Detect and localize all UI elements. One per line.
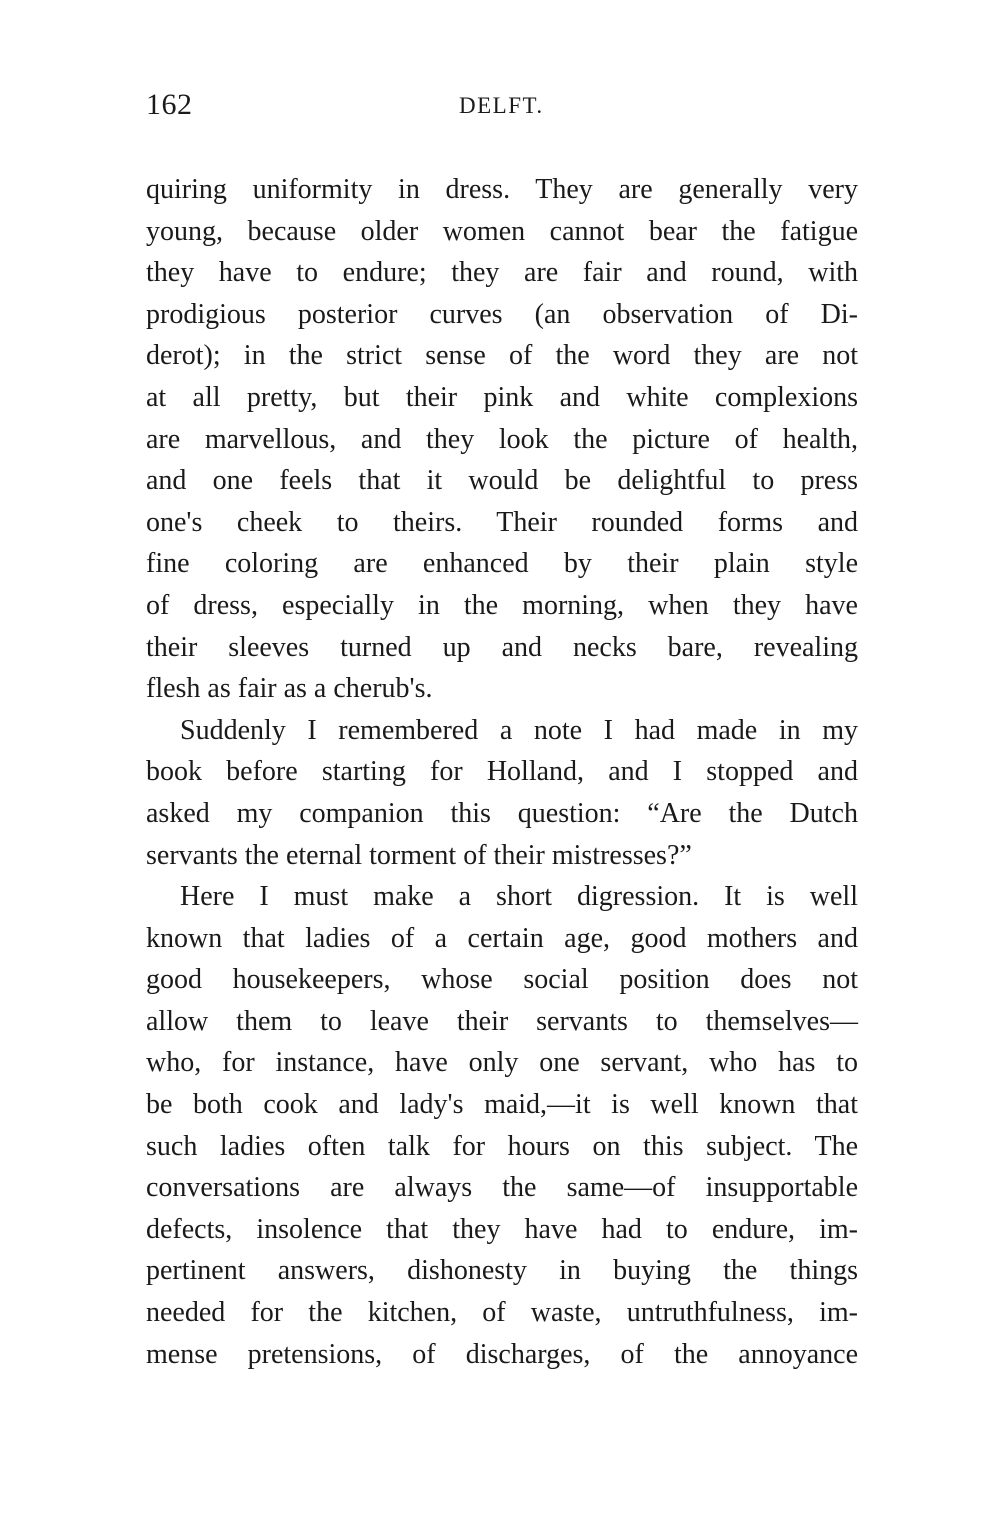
text-line: fine coloring are enhanced by their plain style — [146, 548, 858, 580]
text-line: they have to endure; they are fair and round, with — [146, 257, 858, 289]
paragraph — [146, 169, 858, 710]
text-line: be both cook and lady's maid,—it is well known that — [146, 1089, 858, 1121]
text-line: and one feels that it would be delightful to press — [146, 465, 858, 497]
text-line: are marvellous, and they look the picture of health, — [146, 423, 858, 455]
paragraph — [146, 876, 858, 1375]
text-line: who, for instance, have only one servant, who has to — [146, 1047, 858, 1079]
text-line: quiring uniformity in dress. They are generally very — [146, 174, 858, 205]
text-line: asked my companion this question: “Are the Dutch — [146, 797, 858, 829]
text-line: needed for the kitchen, of waste, untruthfulness, im- — [146, 1297, 858, 1329]
text-line: servants the eternal torment of their mistresses?” — [146, 839, 692, 871]
text-line: Here I must make a short digression. It is well — [180, 881, 858, 913]
text-line: good housekeepers, whose social position does not — [146, 964, 858, 996]
text-line: such ladies often talk for hours on this subject. The — [146, 1130, 858, 1162]
body-text — [146, 169, 858, 1375]
text-line: pertinent answers, dishonesty in buying the things — [146, 1255, 858, 1287]
text-line: mense pretensions, of discharges, of the annoyance — [146, 1338, 858, 1370]
text-line: prodigious posterior curves (an observation of Di- — [146, 298, 858, 330]
text-line: at all pretty, but their pink and white complexions — [146, 381, 858, 413]
page-header — [146, 88, 858, 132]
paragraph — [146, 710, 858, 876]
text-line: conversations are always the same—of insupportable — [146, 1172, 858, 1204]
page-number: 162 — [146, 88, 193, 121]
text-line: derot); in the strict sense of the word they are not — [146, 340, 858, 372]
running-head: DELFT. — [459, 93, 544, 118]
text-line: flesh as fair as a cherub's. — [146, 673, 433, 705]
text-line: Suddenly I remembered a note I had made in my — [180, 714, 858, 746]
text-line: their sleeves turned up and necks bare, revealing — [146, 631, 858, 663]
text-line: defects, insolence that they have had to endure, im- — [146, 1213, 858, 1245]
text-line: allow them to leave their servants to themselves— — [146, 1005, 858, 1037]
text-line: of dress, especially in the morning, when they have — [146, 589, 858, 621]
text-line: one's cheek to theirs. Their rounded forms and — [146, 506, 858, 538]
text-line: young, because older women cannot bear the fatigue — [146, 215, 858, 247]
text-line: book before starting for Holland, and I stopped and — [146, 756, 858, 788]
text-line: known that ladies of a certain age, good mothers and — [146, 922, 858, 954]
